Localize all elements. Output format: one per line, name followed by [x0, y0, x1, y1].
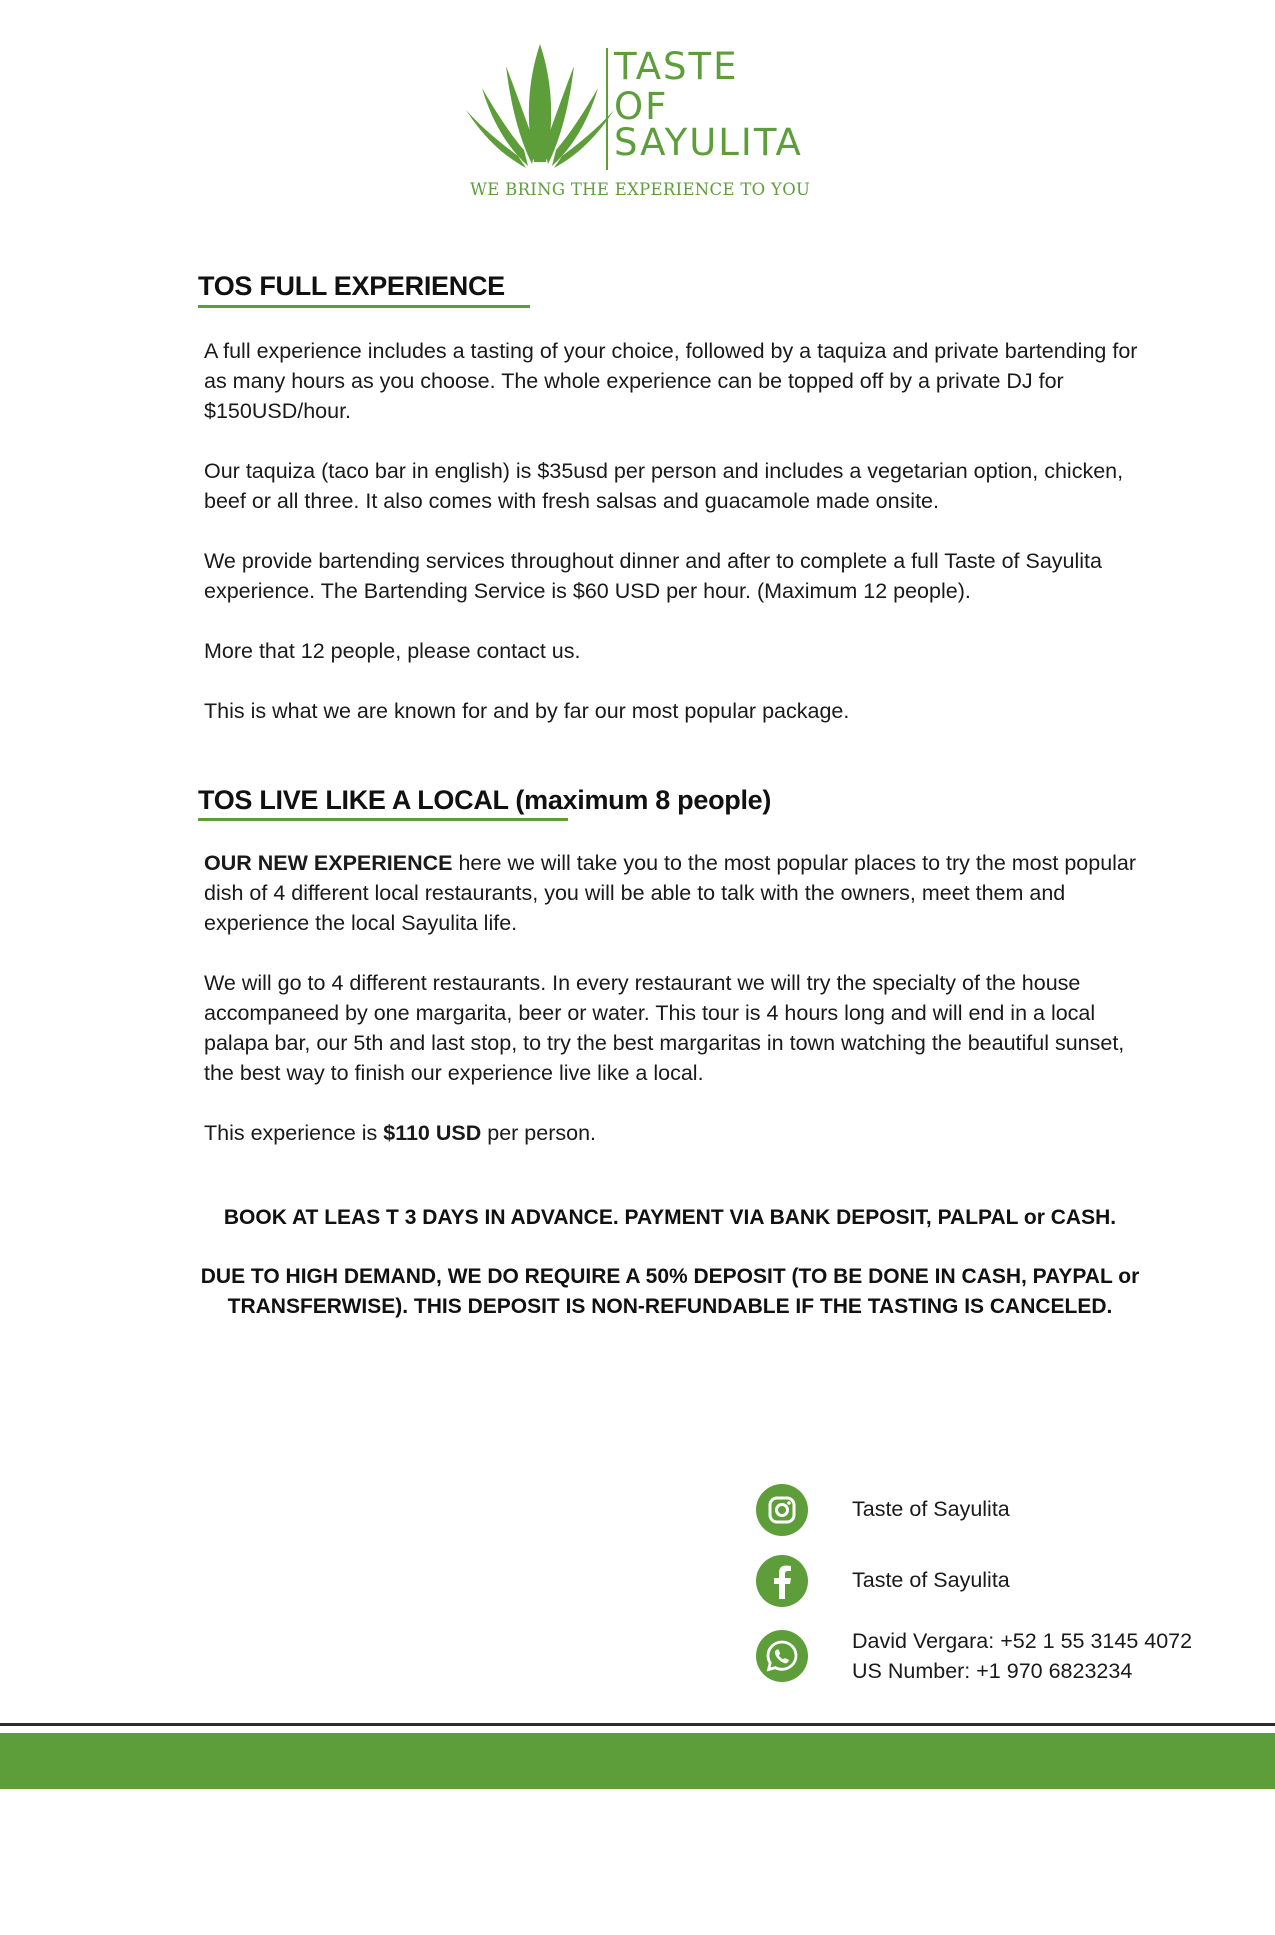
whatsapp-contact-primary[interactable]: David Vergara: +52 1 55 3145 4072	[852, 1629, 1193, 1653]
whatsapp-icon[interactable]	[756, 1630, 808, 1682]
full-experience-paragraph: More that 12 people, please contact us.	[204, 639, 581, 663]
live-like-local-intro	[204, 848, 1154, 938]
full-experience-paragraph: Our taquiza (taco bar in english) is $35usd per person and includes a vegetarian option, chicken, beef or all three. It also comes with fresh salsas and guacamole made onsite.	[204, 459, 1124, 513]
agave-logo-icon	[466, 44, 614, 168]
booking-notice: BOOK AT LEAS T 3 DAYS IN ADVANCE. PAYMENT VIA BANK DEPOSIT, PALPAL or CASH.	[223, 1206, 1117, 1229]
live-like-local-details: We will go to 4 different restaurants. In every restaurant we will try the specialty of the house accompaneed by one margarita, beer or water. This tour is 4 hours long and will end in a local palapa bar, our 5th and last stop, to try the best margaritas in town watching the beautiful sunset, the best way to finish our experience live like a local.	[204, 971, 1125, 1085]
price-suffix: per person.	[481, 1121, 596, 1145]
full-experience-paragraph: A full experience includes a tasting of your choice, followed by a taquiza and private bartending for as many hours as you choose. The whole experience can be topped off by a private DJ for $150USD/hour.	[204, 339, 1138, 423]
price-value: $110 USD	[383, 1121, 482, 1145]
logo-word-sayulita: SAYULITA	[614, 121, 803, 164]
deposit-notice: DUE TO HIGH DEMAND, WE DO REQUIRE A 50% DEPOSIT (TO BE DONE IN CASH, PAYPAL or TRANSFERWISE). THIS DEPOSIT IS NON-REFUNDABLE IF THE TASTING IS CANCELED.	[200, 1265, 1140, 1318]
facebook-handle[interactable]: Taste of Sayulita	[852, 1568, 1010, 1592]
logo-word-taste: TASTE	[614, 45, 739, 88]
price-prefix: This experience is	[204, 1121, 384, 1145]
intro-emphasis: OUR NEW EXPERIENCE	[204, 851, 453, 875]
live-like-local-price	[204, 1118, 1154, 1148]
logo-word-of: OF	[614, 85, 669, 128]
full-experience-heading: TOS FULL EXPERIENCE	[198, 271, 505, 301]
heading-underline	[198, 305, 530, 308]
heading-underline	[198, 818, 568, 821]
instagram-handle[interactable]: Taste of Sayulita	[852, 1497, 1010, 1521]
footer-band	[0, 1733, 1275, 1789]
footer-divider	[0, 1723, 1275, 1726]
facebook-icon[interactable]	[756, 1555, 808, 1607]
logo-tagline: WE BRING THE EXPERIENCE TO YOU	[470, 180, 811, 199]
intro-text: here we will take you to the most popular places to try the most popular dish of 4 different local restaurants, you will be able to talk with the owners, meet them and experience the local Sayulita life.	[204, 851, 1137, 935]
full-experience-paragraph: This is what we are known for and by far our most popular package.	[204, 699, 850, 723]
full-experience-paragraph: We provide bartending services throughout dinner and after to complete a full Taste of Sayulita experience. The Bartending Service is $60 USD per hour. (Maximum 12 people).	[204, 549, 1102, 603]
instagram-icon[interactable]	[756, 1484, 808, 1536]
logo-divider	[606, 48, 608, 170]
whatsapp-contact-us[interactable]: US Number: +1 970 6823234	[852, 1659, 1133, 1683]
live-like-local-heading: TOS LIVE LIKE A LOCAL (maximum 8 people)	[198, 785, 772, 815]
